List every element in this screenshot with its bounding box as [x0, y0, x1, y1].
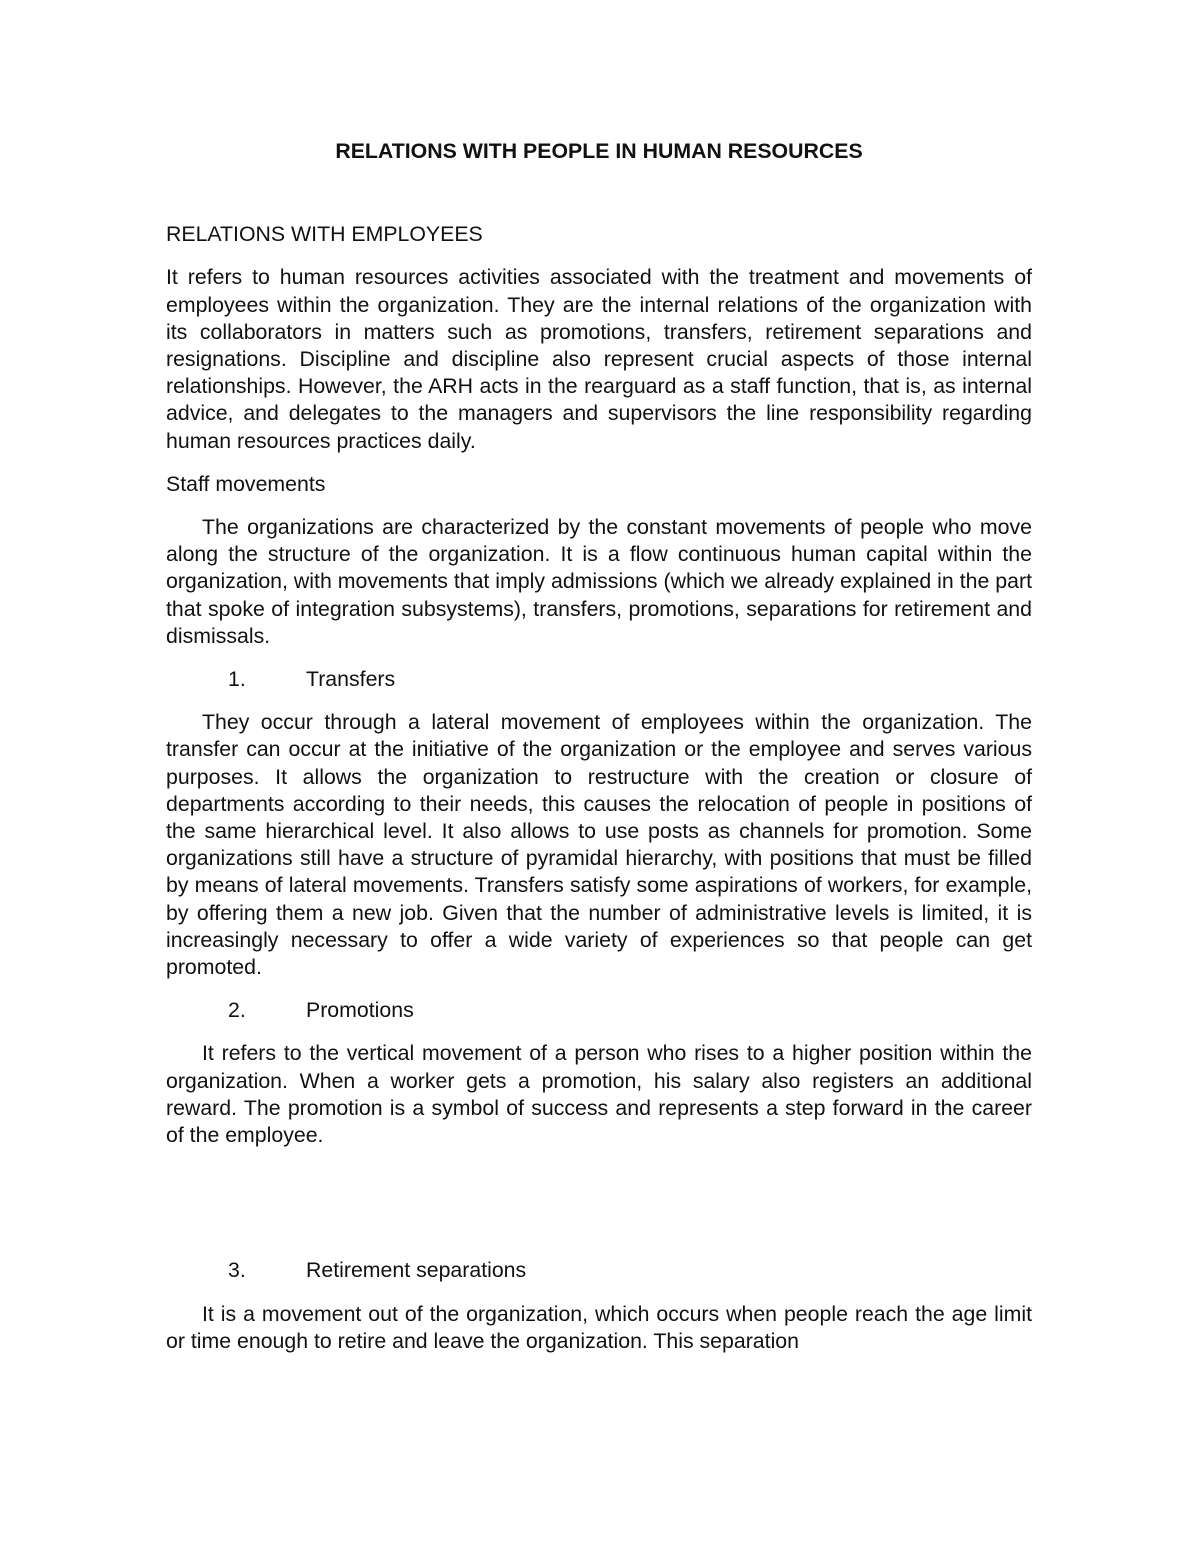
- subheading-staff-movements: Staff movements: [166, 471, 326, 496]
- promotions-paragraph: It refers to the vertical movement of a person who rises to a higher position within the organization. When a worker gets a promotion, his salary also registers an additional reward. The promotion is a symbol of success and represents a step forward in the career of the employee.: [166, 1041, 1032, 1148]
- list-number: 2.: [228, 998, 246, 1023]
- blank-space: [166, 1165, 1032, 1257]
- list-number: 3.: [228, 1258, 246, 1283]
- staff-movements-paragraph: The organizations are characterized by the constant movements of people who move along the structure of the organization. It is a flow continuous human capital within the organization, with movements that imply admissions (which we already explained in the part that spoke of integration subsystems), transfers, promotions, separations for retirement and dismissals.: [166, 515, 1032, 648]
- list-number: 1.: [228, 667, 246, 692]
- intro-paragraph: It refers to human resources activities associated with the treatment and movements of employees within the organization. They are the internal relations of the organization with its collaborators in matters such as promotions, transfers, retirement separations and resignations. Discipline and discipline also represent crucial aspects of those internal relationships. However, the ARH acts in the rearguard as a staff function, that is, as internal advice, and delegates to the managers and supervisors the line responsibility regarding human resources practices daily.: [166, 265, 1032, 453]
- transfers-paragraph: They occur through a lateral movement of employees within the organization. The transfer can occur at the initiative of the organization or the employee and serves various purposes. It allows the organization to restructure with the creation or closure of departments according to their needs, this causes the relocation of people in positions of the same hierarchical level. It also allows to use posts as channels for promotion. Some organizations still have a structure of pyramidal hierarchy, with positions that must be filled by means of lateral movements. Transfers satisfy some aspirations of workers, for example, by offering them a new job. Given that the number of administrative levels is limited, it is increasingly necessary to offer a wide variety of experiences so that people can get promoted.: [166, 710, 1032, 980]
- list-title: Retirement separations: [306, 1258, 527, 1283]
- list-heading-retirement-separations: [166, 1257, 1032, 1284]
- list-heading-transfers: [166, 666, 1032, 693]
- list-title: Transfers: [306, 667, 396, 692]
- section-heading: RELATIONS WITH EMPLOYEES: [166, 222, 483, 247]
- document-page: [166, 138, 1032, 1371]
- document-title: RELATIONS WITH PEOPLE IN HUMAN RESOURCES: [335, 139, 863, 163]
- list-title: Promotions: [306, 998, 414, 1023]
- list-heading-promotions: [166, 997, 1032, 1024]
- retirement-paragraph: It is a movement out of the organization, which occurs when people reach the age limit or time enough to retire and leave the organization. This separation: [166, 1301, 1032, 1353]
